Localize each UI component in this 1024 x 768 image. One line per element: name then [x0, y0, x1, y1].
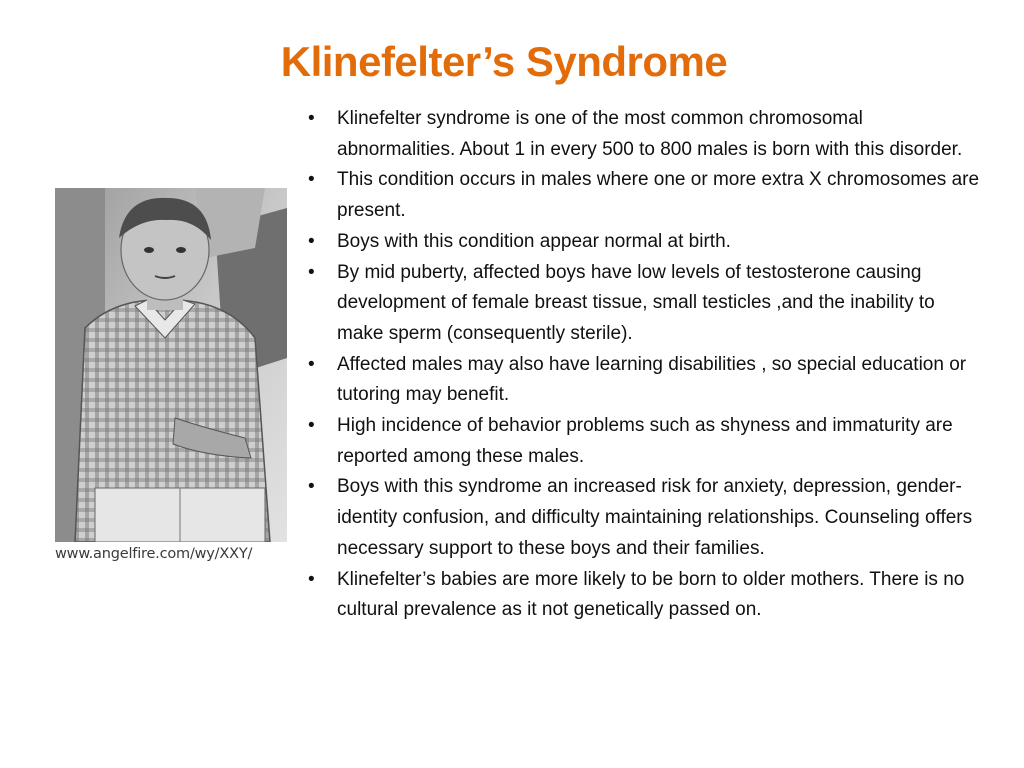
bullet-text: Affected males may also have learning disabilities , so special education or tutoring may benefit.: [337, 353, 967, 406]
bullet-item: [306, 258, 986, 350]
photo-caption: www.angelfire.com/wy/XXY/: [55, 546, 253, 562]
bullet-dot-icon: •: [308, 476, 315, 498]
bullet-item: [306, 104, 986, 165]
bullet-item: [306, 350, 986, 411]
bullet-text: High incidence of behavior problems such as shyness and immaturity are reported among these males.: [337, 415, 953, 467]
bullet-text: Klinefelter syndrome is one of the most common chromosomal abnormalities. About 1 in every 500 to 800 males is born with this disorder.: [337, 108, 963, 160]
photo-panel: [55, 188, 287, 570]
bullet-dot-icon: •: [308, 261, 315, 283]
bullet-item: [306, 411, 986, 472]
bullet-text: By mid puberty, affected boys have low levels of testosterone causing development of female breast tissue, small testicles ,and the inability to make sperm (consequently sterile).: [337, 261, 935, 344]
bullet-text: Boys with this condition appear normal at birth.: [337, 230, 731, 252]
bullet-item: [306, 472, 986, 564]
bullet-list: [306, 104, 986, 626]
slide-title: Klinefelter’s Syndrome: [280, 38, 728, 85]
bullet-dot-icon: •: [308, 169, 315, 191]
bullet-item: [306, 565, 986, 626]
bullet-text: Boys with this syndrome an increased risk for anxiety, depression, gender-identity confusion, and difficulty maintaining relationships. Counseling offers necessary support to these boys and their families.: [337, 476, 973, 559]
bullet-dot-icon: •: [308, 353, 315, 375]
bullet-item: [306, 227, 986, 258]
bullet-text: This condition occurs in males where one or more extra X chromosomes are present.: [337, 169, 980, 222]
bullet-text: Klinefelter’s babies are more likely to be born to older mothers. There is no cultural prevalence as it not genetically passed on.: [337, 568, 965, 621]
bullet-item: [306, 165, 986, 226]
bullet-dot-icon: •: [308, 108, 315, 129]
bullet-dot-icon: •: [308, 568, 315, 590]
bullet-dot-icon: •: [308, 230, 315, 252]
bullet-dot-icon: •: [308, 415, 315, 437]
boy-photo: [55, 188, 287, 542]
